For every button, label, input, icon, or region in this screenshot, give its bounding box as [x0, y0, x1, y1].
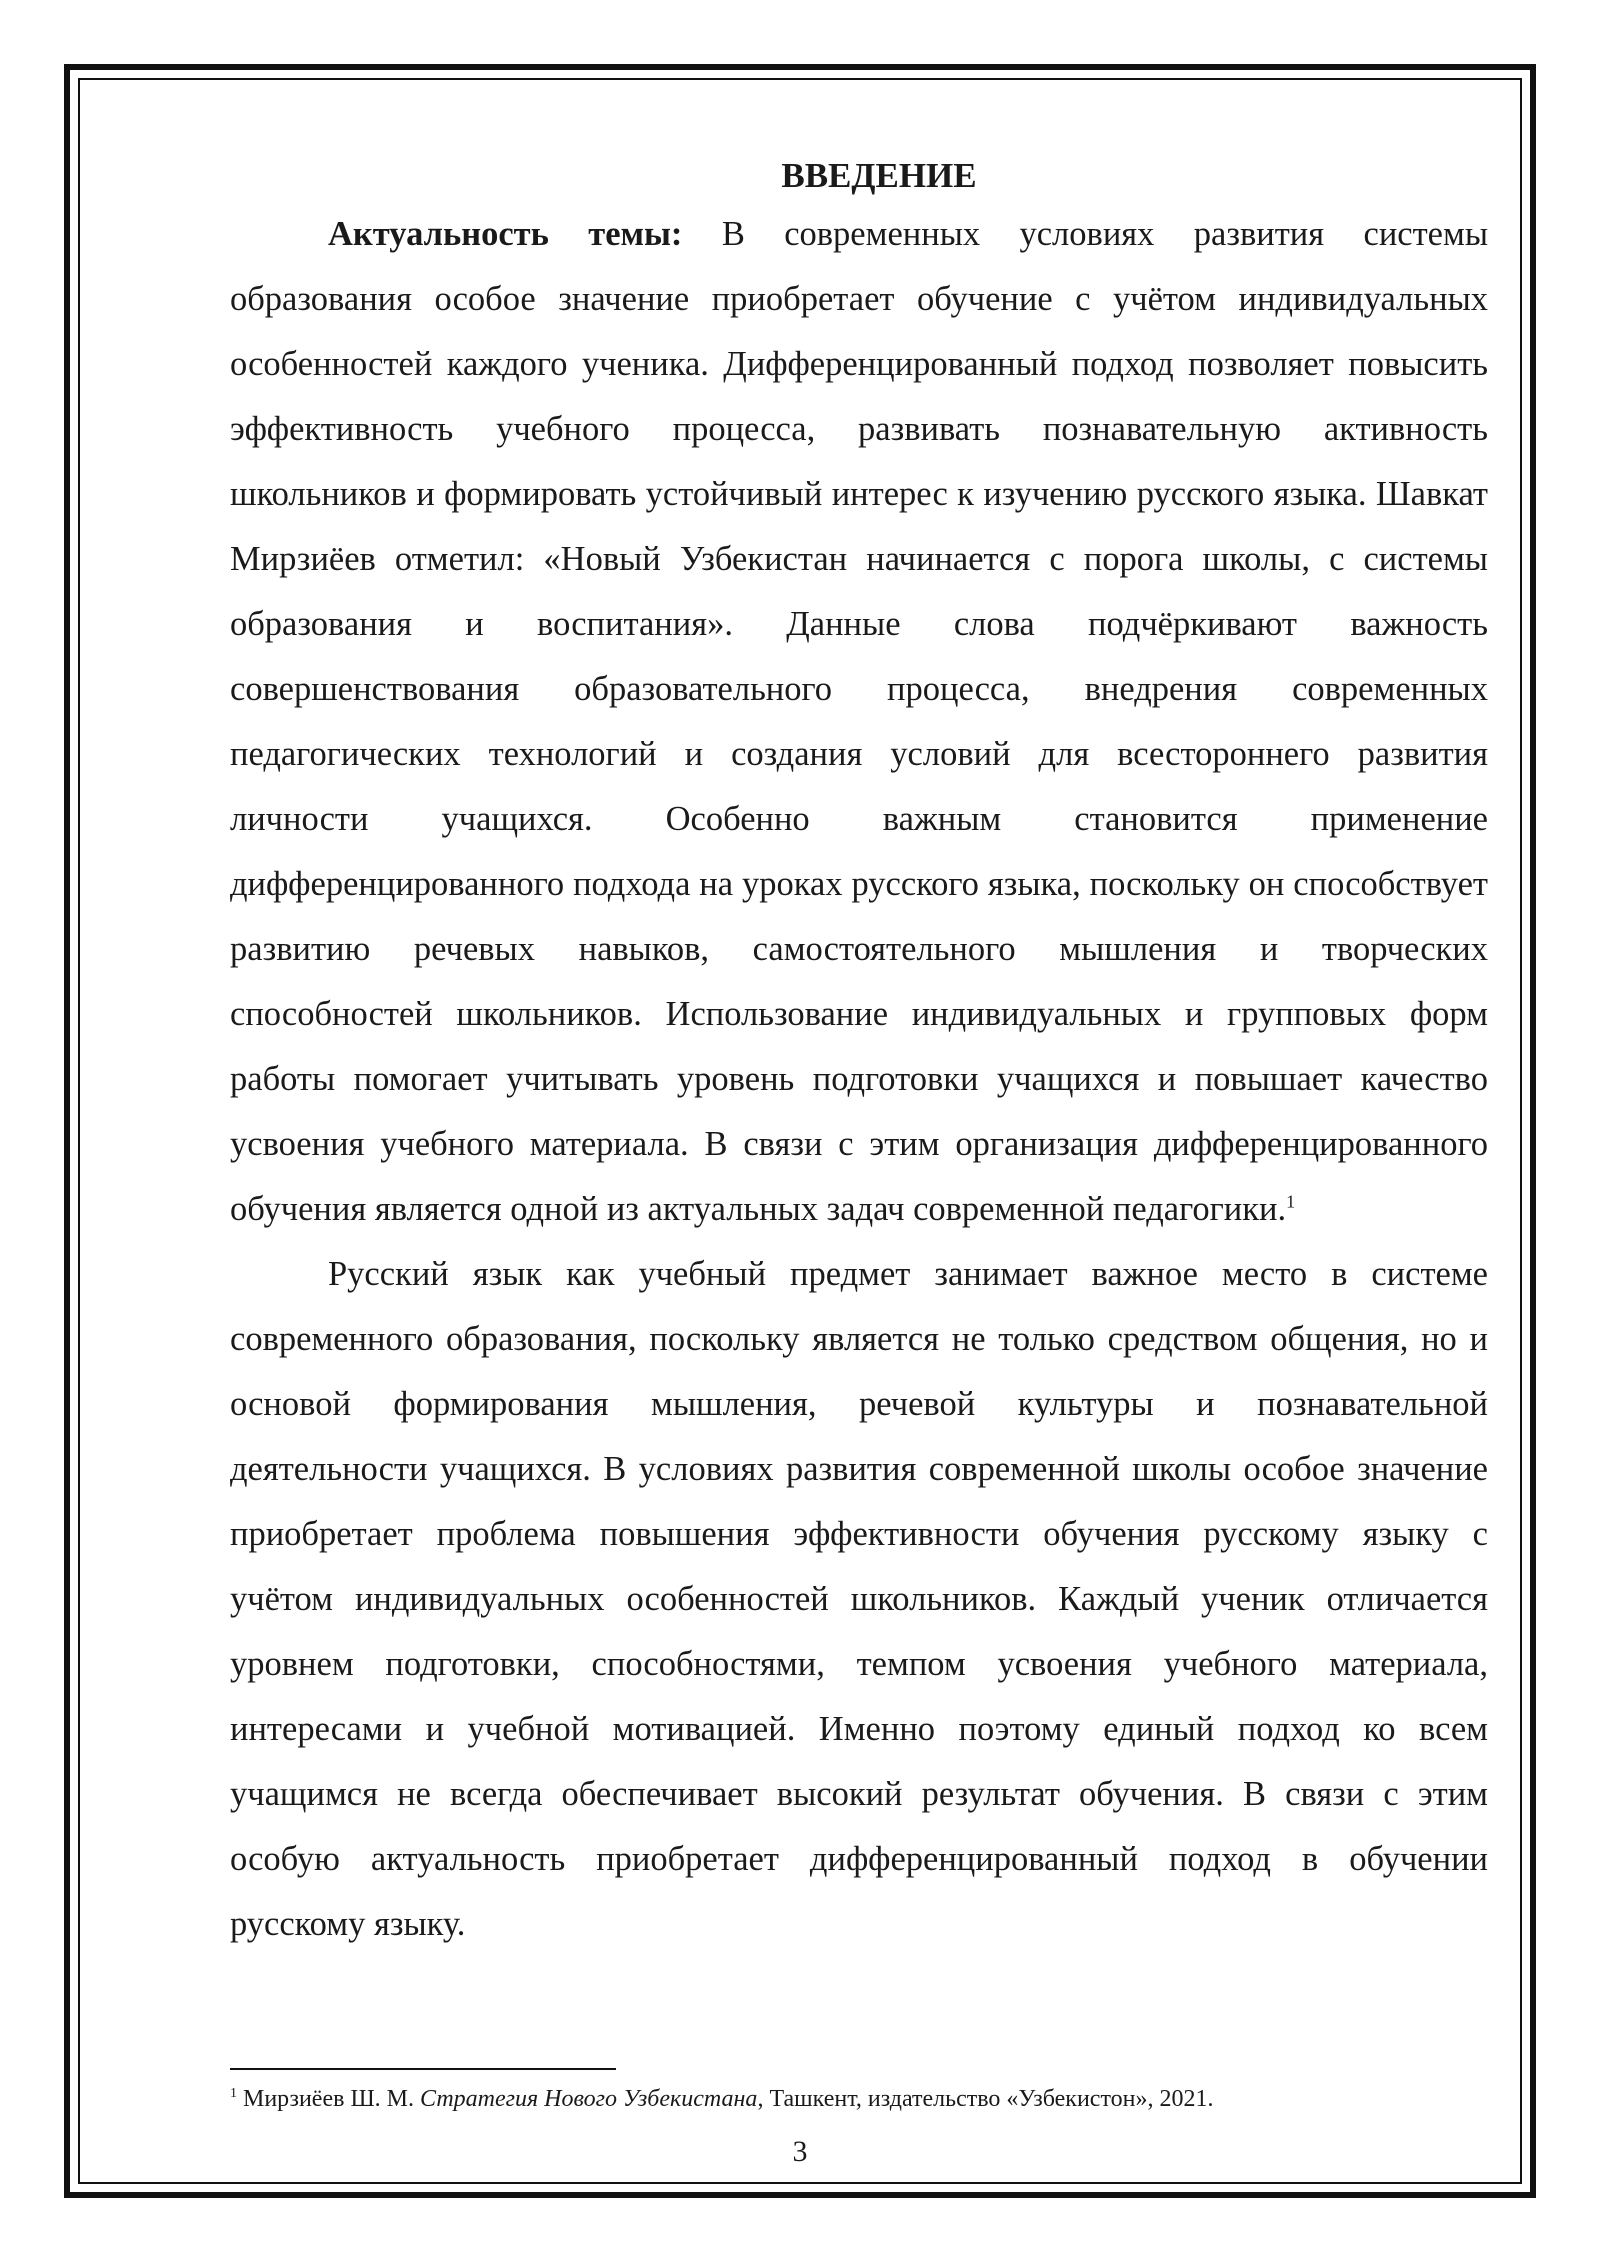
page-content: [230, 150, 1488, 1957]
footnote-reference[interactable]: 1: [1286, 1191, 1296, 1212]
footnote-separator: [230, 2068, 616, 2070]
footnote: [230, 2082, 1488, 2116]
paragraph-relevance: [230, 202, 1488, 1242]
paragraph-russian-language: Русский язык как учебный предмет занимает важное место в системе современного образования, поскольку является не только средством общения, но и основой формирования мышления, речевой культуры и познавательной деятельности учащихся. В условиях развития современной школы особое значение приобретает проблема повышения эффективности обучения русскому языку с учётом индивидуальных особенностей школьников. Каждый ученик отличается уровнем подготовки, способностями, темпом усвоения учебного материала, интересами и учебной мотивацией. Именно поэтому единый подход ко всем учащимся не всегда обеспечивает высокий результат обучения. В связи с этим особую актуальность приобретает дифференцированный подход в обучении русскому языку.: [230, 1255, 1488, 1943]
paragraph-text: В современных условиях развития системы образования особое значение приобретает обучение с учётом индивидуальных особенностей каждого ученика. Дифференцированный подход позволяет повысить эффективность учебного процесса, развивать познавательную активность школьников и формировать устойчивый интерес к изучению русского языка. Шавкат Мирзиёев отметил: «Новый Узбекистан начинается с порога школы, с системы образования и воспитания». Данные слова подчёркивают важность совершенствования образовательного процесса, внедрения современных педагогических технологий и создания условий для всестороннего развития личности учащихся. Особенно важным становится применение дифференцированного подхода на уроках русского языка, поскольку он способствует развитию речевых навыков, самостоятельного мышления и творческих способностей школьников. Использование индивидуальных и групповых форм работы помогает учитывать уровень подготовки учащихся и повышает качество усвоения учебного материала. В связи с этим организация дифференцированного обучения является одной из актуальных задач современной педагогики.: [230, 215, 1488, 1228]
section-title: ВВЕДЕНИЕ: [781, 156, 977, 195]
paragraph-lead: Актуальность темы:: [328, 215, 683, 253]
footnote-book-title: Стратегия Нового Узбекистана: [420, 2086, 758, 2112]
footnote-marker: 1: [230, 2086, 237, 2101]
footnote-details: , Ташкент, издательство «Узбекистон», 2021.: [757, 2086, 1214, 2112]
page-number: 3: [792, 2135, 808, 2168]
footnote-author: Мирзиёев Ш. М.: [237, 2086, 420, 2112]
